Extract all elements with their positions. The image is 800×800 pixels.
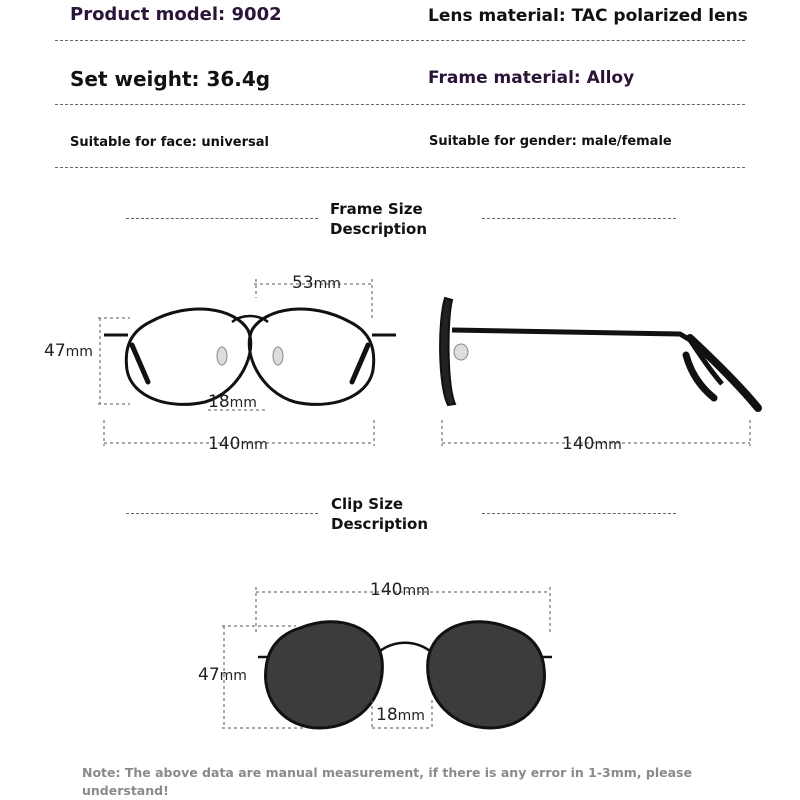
clip-width-label: 140mm: [370, 580, 430, 600]
temple-length-label: 140mm: [562, 434, 622, 454]
set-weight-text: Set weight: 36.4g: [70, 67, 271, 91]
heading-line: Description: [330, 220, 428, 238]
lens-height-label: 47mm: [44, 341, 93, 361]
product-model-text: Product model: 9002: [70, 4, 282, 25]
frame-material-text: Frame material: Alloy: [428, 68, 635, 88]
lens-material-text: Lens material: TAC polarized lens: [428, 6, 748, 26]
gender-suitability-text: Suitable for gender: male/female: [429, 134, 672, 149]
clip-bridge-label: 18mm: [376, 705, 425, 725]
front-width-label: 140mm: [208, 434, 268, 454]
lens-width-label: 53mm: [292, 273, 341, 293]
bridge-label: 18mm: [208, 392, 257, 412]
heading-line: Description: [331, 515, 429, 533]
heading-line: Frame Size: [330, 200, 423, 218]
heading-line: Clip Size: [331, 495, 404, 513]
clip-height-label: 47mm: [198, 665, 247, 685]
face-suitability-text: Suitable for face: universal: [70, 135, 269, 150]
measurement-note: Note: The above data are manual measurement, if there is any error in 1-3mm, please understand!: [82, 765, 692, 798]
